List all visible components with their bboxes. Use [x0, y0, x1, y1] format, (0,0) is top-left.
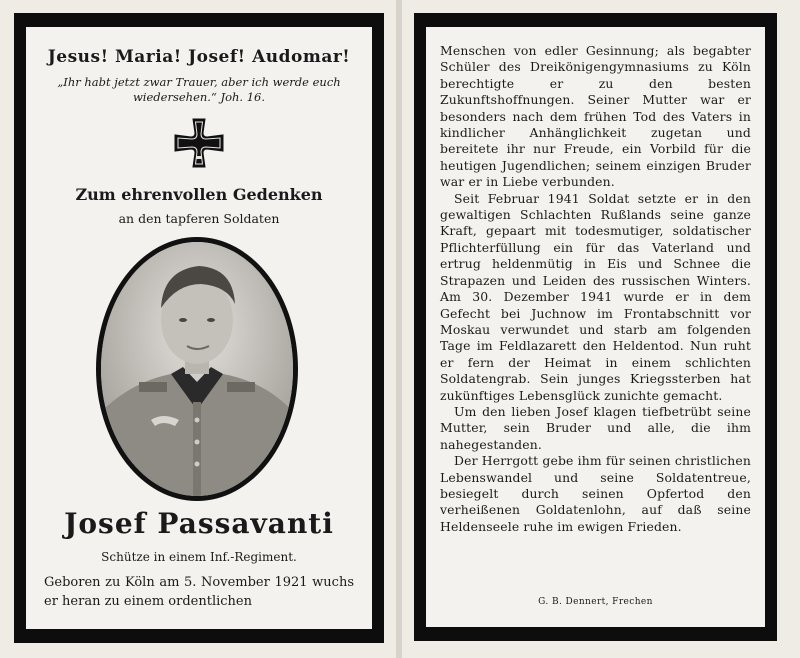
biography-paragraph: Menschen von edler Gesinnung; als begabter Schüler des Dreikönigengymnasiums zu Köln berechtigte er zu den besten Zukunftshoffnungen. Seiner Mutter war er besonders nach dem frühen Tod des Vaters in kindlicher Anhänglichkeit zugetan und bereitete ihr nur Freude, ein Vorbild für die heutigen Jugendlichen; seinem einzigen Bruder war er in Liebe verbunden. [440, 43, 751, 190]
right-card [402, 0, 800, 658]
biography-paragraph: Um den lieben Josef klagen tiefbetrübt seine Mutter, sein Bruder und alle, die ihm nahegestanden. [440, 403, 751, 452]
birth-line: Geboren zu Köln am 5. November 1921 wuchs er heran zu einem ordentlichen [44, 575, 354, 609]
invocation: Jesus! Maria! Josef! Audomar! [47, 47, 351, 67]
right-card-panel [426, 27, 765, 627]
biography-paragraph: Der Herrgott gebe ihm für seinen christlichen Lebenswandel und seine Soldatentreue, besiegelt durch seinen Opfertod den verheißenen Goldatenlohn, auf daß seine Heldenseele ruhe im ewigen Frieden. [440, 453, 751, 534]
soldier-portrait-photo [101, 242, 293, 496]
iron-cross-icon [26, 115, 372, 171]
biography-paragraph: Seit Februar 1941 Soldat setzte er in den gewaltigen Schlachten Rußlands seine ganze Kraft, gepaart mit todesmutiger, soldatischer Pflichterfüllung ein für das Vaterland und ertrug heldenmütig in Eis und Schnee die Strapazen und Leiden des russischen Winters. Am 30. Dezember 1941 wurde er in dem Gefecht bei Juchnow im Frontabschnitt vor Moskau verwundet und starb am folgenden Tage im Feldlazarett den Heldentod. Nun ruht er fern der Heimat in einem schlichten Soldatengrab. Sein junges Kriegssterben hat zukünftiges Lebensglück zunichte gemacht. [440, 190, 751, 403]
rank-line: Schütze in einem Inf.-Regiment. [101, 550, 297, 564]
honor-heading: Zum ehrenvollen Gedenken [75, 185, 323, 204]
iron-cross-icon [171, 115, 227, 171]
left-card-panel [26, 27, 372, 629]
printer-imprint: G. B. Dennert, Frechen [538, 597, 653, 607]
biography-text [440, 43, 751, 535]
left-card [0, 0, 396, 658]
deceased-name: Josef Passavanti [64, 507, 334, 540]
portrait-oval-frame [96, 237, 298, 501]
honor-subheading: an den tapferen Soldaten [118, 211, 280, 226]
bible-quote: „Ihr habt jetzt zwar Trauer, aber ich werde euch wiedersehen.“ Joh. 16. [57, 75, 341, 104]
